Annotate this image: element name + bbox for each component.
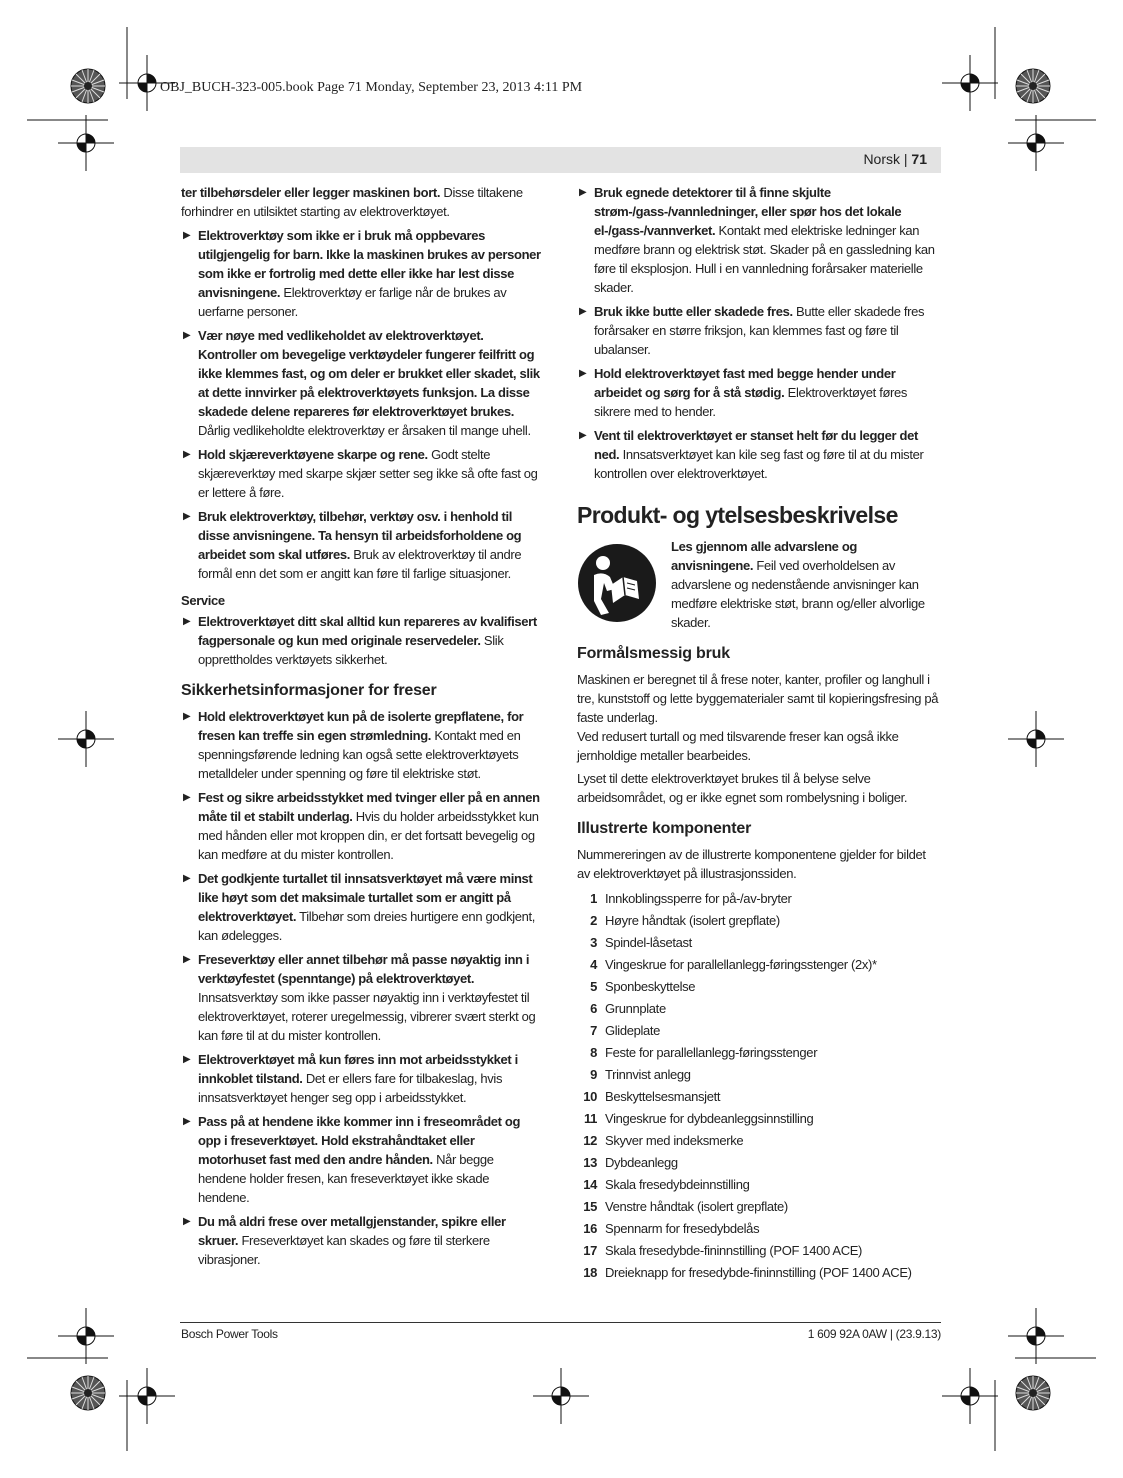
list-item xyxy=(577,1043,941,1062)
safety-item xyxy=(577,302,941,359)
component-label: Grunnplate xyxy=(605,1001,666,1016)
component-label: Skala fresedybde-fininnstilling (POF 1400 ACE) xyxy=(605,1243,863,1258)
list-item xyxy=(577,1219,941,1238)
router-safety-item xyxy=(181,1112,543,1207)
components-heading: Illustrerte komponenter xyxy=(577,820,752,837)
item-text: Slik opprettholdes verktøyets sikkerhet. xyxy=(198,633,504,667)
list-item xyxy=(577,999,941,1018)
safety-item xyxy=(577,364,941,421)
page-header xyxy=(180,147,941,173)
page-number: 71 xyxy=(911,151,927,167)
item-text: Kontakt med en spenningsførende ledning kan også sette elektroverktøyets metalldeler under spenning og føre til elektriske støt. xyxy=(198,728,521,781)
item-text: Bruk av elektroverktøy til andre formål enn det som er angitt kan føre til farlige situasjoner. xyxy=(198,547,522,581)
read-instructions-block xyxy=(577,537,941,632)
bullet-icon: ▶ xyxy=(183,511,191,522)
bullet-icon: ▶ xyxy=(579,306,587,317)
component-number: 15 xyxy=(583,1199,597,1214)
component-label: Skala fresedybdeinnstilling xyxy=(605,1177,750,1192)
intended-use-paragraph: Ved redusert turtall og med tilsvarende freser kan også ikke jernholdige metaller bearbeides. xyxy=(577,729,899,763)
router-safety-item xyxy=(181,707,543,783)
bullet-icon: ▶ xyxy=(579,368,587,379)
item-text: Dårlig vedlikeholdte elektroverktøy er årsaken til mange uhell. xyxy=(198,423,531,438)
item-text: Butte eller skadede fres forårsaker en større friksjon, kan klemmes fast og føre til ubalanser. xyxy=(594,304,925,357)
warning-bold: Les gjennom alle advarslene og anvisningene. xyxy=(671,539,858,573)
item-text: Det er ellers fare for tilbakeslag, hvis innsatsverktøyet henger seg opp i arbeidsstykket. xyxy=(198,1071,503,1105)
component-number: 8 xyxy=(590,1045,597,1060)
intended-use-paragraph: Lyset til dette elektroverktøyet brukes til å belyse selve arbeidsområdet, og er ikke egnet som rombelysning i boliger. xyxy=(577,771,908,805)
component-label: Høyre håndtak (isolert grepflate) xyxy=(605,913,780,928)
router-safety-heading: Sikkerhetsinformasjoner for freser xyxy=(181,682,437,699)
components-list xyxy=(577,889,941,1282)
footer-doc-number: 1 609 92A 0AW | (23.9.13) xyxy=(807,1327,941,1341)
bullet-icon: ▶ xyxy=(183,954,191,965)
router-safety-item xyxy=(181,869,543,945)
component-label: Vingeskrue for parallellanlegg-føringsstenger (2x)* xyxy=(605,957,877,972)
component-label: Dybdeanlegg xyxy=(605,1155,678,1170)
component-number: 10 xyxy=(583,1089,597,1104)
component-label: Glideplate xyxy=(605,1023,661,1038)
component-number: 6 xyxy=(590,1001,597,1016)
component-number: 16 xyxy=(583,1221,597,1236)
item-text: Innsatsverktøyet kan kile seg fast og føre til at du mister kontrollen over elektroverktøyet. xyxy=(594,447,924,481)
bullet-icon: ▶ xyxy=(183,330,191,341)
router-safety-item xyxy=(181,1050,543,1107)
safety-item xyxy=(181,226,543,321)
component-label: Spennarm for fresedybdelås xyxy=(605,1221,760,1236)
component-number: 1 xyxy=(590,891,597,906)
component-label: Vingeskrue for dybdeanleggsinnstilling xyxy=(605,1111,814,1126)
list-item xyxy=(577,933,941,952)
item-text: Innsatsverktøy som ikke passer nøyaktig inn i verktøyfestet til elektroverktøyet, roterer uregelmessig, vibrerer svært sterkt og kan føre til at du mister kontrollen. xyxy=(198,990,536,1043)
list-item xyxy=(577,1065,941,1084)
component-number: 5 xyxy=(590,979,597,994)
bullet-icon: ▶ xyxy=(183,616,191,627)
component-label: Dreieknapp for fresedybde-fininnstilling (POF 1400 ACE) xyxy=(605,1265,912,1280)
read-manual-icon xyxy=(577,543,657,623)
item-bold: Bruk elektroverktøy, tilbehør, verktøy osv. i henhold til disse anvisningene. Ta hensyn til arbeidsforholdene og arbeidet som skal utføres. xyxy=(198,509,522,562)
list-item xyxy=(577,1241,941,1260)
router-safety-item xyxy=(181,788,543,864)
file-info: OBJ_BUCH-323-005.book Page 71 Monday, September 23, 2013 4:11 PM xyxy=(160,80,583,95)
section-heading: Produkt- og ytelsesbeskrivelse xyxy=(577,502,898,528)
component-number: 11 xyxy=(583,1111,597,1126)
item-bold: Freseverktøy eller annet tilbehør må passe nøyaktig inn i verktøyfestet (spenntange) på elektroverktøyet. xyxy=(198,952,530,986)
item-text: Freseverktøyet kan skades og føre til sterkere vibrasjoner. xyxy=(198,1233,490,1267)
footer-rule xyxy=(180,1322,941,1323)
component-number: 9 xyxy=(590,1067,597,1082)
item-text: Elektroverktøy er farlige når de brukes av uerfarne personer. xyxy=(198,285,507,319)
item-bold: Elektroverktøy som ikke er i bruk må oppbevares utilgjengelig for barn. Ikke la maskinen brukes av personer som ikke er fortrolig med dette eller ikke har lest disse anvisningene. xyxy=(198,228,541,300)
item-text: Hvis du holder arbeidsstykket kun med hånden eller mot kroppen din, er det fortsatt bevegelig og kan medføre at du mister kontrollen. xyxy=(198,809,539,862)
list-item xyxy=(577,1175,941,1194)
list-item xyxy=(577,1197,941,1216)
safety-item xyxy=(577,426,941,483)
right-column xyxy=(577,183,941,1285)
bullet-icon: ▶ xyxy=(183,230,191,241)
item-text: Kontakt med elektriske ledninger kan medføre brann og elektrisk støt. Skader på en gassledning kan føre til eksplosjon. Hull i en vannledning forårsaker materielle skader. xyxy=(594,223,935,295)
safety-item xyxy=(577,183,941,297)
item-bold: Vent til elektroverktøyet er stanset helt før du legger det ned. xyxy=(594,428,918,462)
item-text: Godt stelte skjæreverktøy med skarpe skjær setter seg ikke så ofte fast og er lettere å føre. xyxy=(198,447,538,500)
component-number: 7 xyxy=(590,1023,597,1038)
item-bold: Hold elektroverktøyet kun på de isolerte grepflatene, for fresen kan treffe sin egen strømledning. xyxy=(198,709,524,743)
list-item xyxy=(577,1087,941,1106)
component-number: 12 xyxy=(583,1133,597,1148)
component-label: Sponbeskyttelse xyxy=(605,979,696,994)
intended-use-paragraph: Maskinen er beregnet til å frese noter, kanter, profiler og langhull i tre, kunststoff og lette byggematerialer samt til kopieringsfresing på faste underlag. xyxy=(577,672,939,725)
safety-item xyxy=(181,507,543,583)
component-number: 4 xyxy=(590,957,597,972)
item-bold: Hold elektroverktøyet fast med begge hender under arbeidet og sørg for å stå stødig. xyxy=(594,366,896,400)
list-item xyxy=(577,1109,941,1128)
component-number: 13 xyxy=(583,1155,597,1170)
service-heading: Service xyxy=(181,593,225,608)
bullet-icon: ▶ xyxy=(579,430,587,441)
intended-use-heading: Formålsmessig bruk xyxy=(577,645,730,662)
component-label: Skyver med indeksmerke xyxy=(605,1133,744,1148)
list-item xyxy=(577,1153,941,1172)
safety-item xyxy=(181,326,543,440)
bullet-icon: ▶ xyxy=(183,449,191,460)
service-item xyxy=(181,612,543,669)
header-text xyxy=(863,151,927,167)
warning-text: Feil ved overholdelsen av advarslene og nedenstående anvisninger kan medføre elektriske støt, brann og/eller alvorlige skader. xyxy=(671,558,925,630)
bullet-icon: ▶ xyxy=(183,1054,191,1065)
router-safety-item xyxy=(181,950,543,1045)
item-bold: Bruk ikke butte eller skadede fres. xyxy=(594,304,793,319)
bullet-icon: ▶ xyxy=(183,792,191,803)
bullet-icon: ▶ xyxy=(183,1216,191,1227)
list-item xyxy=(577,1263,941,1282)
item-text: Elektroverktøyet føres sikrere med to hender. xyxy=(594,385,908,419)
continued-text: Disse tiltakene forhindrer en utilsiktet starting av elektroverktøyet. xyxy=(181,185,523,219)
continued-paragraph xyxy=(181,183,543,221)
component-number: 14 xyxy=(583,1177,597,1192)
component-number: 3 xyxy=(590,935,597,950)
item-bold: Elektroverktøyet må kun føres inn mot arbeidsstykket i innkoblet tilstand. xyxy=(198,1052,518,1086)
safety-item xyxy=(181,445,543,502)
bullet-icon: ▶ xyxy=(579,187,587,198)
component-label: Trinnvist anlegg xyxy=(605,1067,691,1082)
item-text: Tilbehør som dreies hurtigere enn godkjent, kan ødelegges. xyxy=(198,909,536,943)
item-bold: Pass på at hendene ikke kommer inn i freseområdet og opp i freseverktøyet. Hold ekstrahåndtaket eller motorhuset fast med den andre hånden. xyxy=(198,1114,521,1167)
item-bold: Bruk egnede detektorer til å finne skjulte strøm-/gass-/vannledninger, eller spør hos det lokale el-/gass-/vannverket. xyxy=(594,185,902,238)
header-separator: | xyxy=(903,151,908,167)
footer-brand: Bosch Power Tools xyxy=(181,1327,278,1341)
router-safety-item xyxy=(181,1212,543,1269)
components-intro: Nummereringen av de illustrerte komponentene gjelder for bildet av elektroverktøyet på illustrasjonssiden. xyxy=(577,847,926,881)
left-column xyxy=(181,183,543,1274)
component-number: 2 xyxy=(590,913,597,928)
continued-bold: ter tilbehørsdeler eller legger maskinen bort. xyxy=(181,185,441,200)
item-bold: Elektroverktøyet ditt skal alltid kun repareres av kvalifisert fagpersonale og kun med originale reservedeler. xyxy=(198,614,537,648)
header-language: Norsk xyxy=(863,151,900,167)
component-label: Spindel-låsetast xyxy=(605,935,692,950)
bullet-icon: ▶ xyxy=(183,711,191,722)
list-item xyxy=(577,1131,941,1150)
list-item xyxy=(577,1021,941,1040)
bullet-icon: ▶ xyxy=(183,1116,191,1127)
bullet-icon: ▶ xyxy=(183,873,191,884)
item-text: Når begge hendene holder fresen, kan freseverktøyet ikke skade hendene. xyxy=(198,1152,494,1205)
list-item xyxy=(577,955,941,974)
list-item xyxy=(577,911,941,930)
list-item xyxy=(577,889,941,908)
list-item xyxy=(577,977,941,996)
item-bold: Vær nøye med vedlikeholdet av elektroverktøyet. Kontroller om bevegelige verktøydeler fungerer feilfritt og ikke klemmes fast, og om deler er brukket eller skadet, slik at dette innvirker på elektroverktøyets funksjon. La disse skadede delene repareres før elektroverktøyet brukes. xyxy=(198,328,540,419)
component-label: Feste for parallellanlegg-føringsstenger xyxy=(605,1045,818,1060)
component-label: Beskyttelsesmansjett xyxy=(605,1089,721,1104)
item-bold: Du må aldri frese over metallgjenstander, spikre eller skruer. xyxy=(198,1214,506,1248)
item-bold: Hold skjæreverktøyene skarpe og rene. xyxy=(198,447,428,462)
item-bold: Fest og sikre arbeidsstykket med tvinger eller på en annen måte til et stabilt underlag. xyxy=(198,790,540,824)
component-label: Innkoblingssperre for på-/av-bryter xyxy=(605,891,792,906)
item-bold: Det godkjente turtallet til innsatsverktøyet må være minst like høyt som det maksimale turtallet som er angitt på elektroverktøyet. xyxy=(198,871,533,924)
component-number: 18 xyxy=(583,1265,597,1280)
component-number: 17 xyxy=(583,1243,597,1258)
component-label: Venstre håndtak (isolert grepflate) xyxy=(605,1199,788,1214)
